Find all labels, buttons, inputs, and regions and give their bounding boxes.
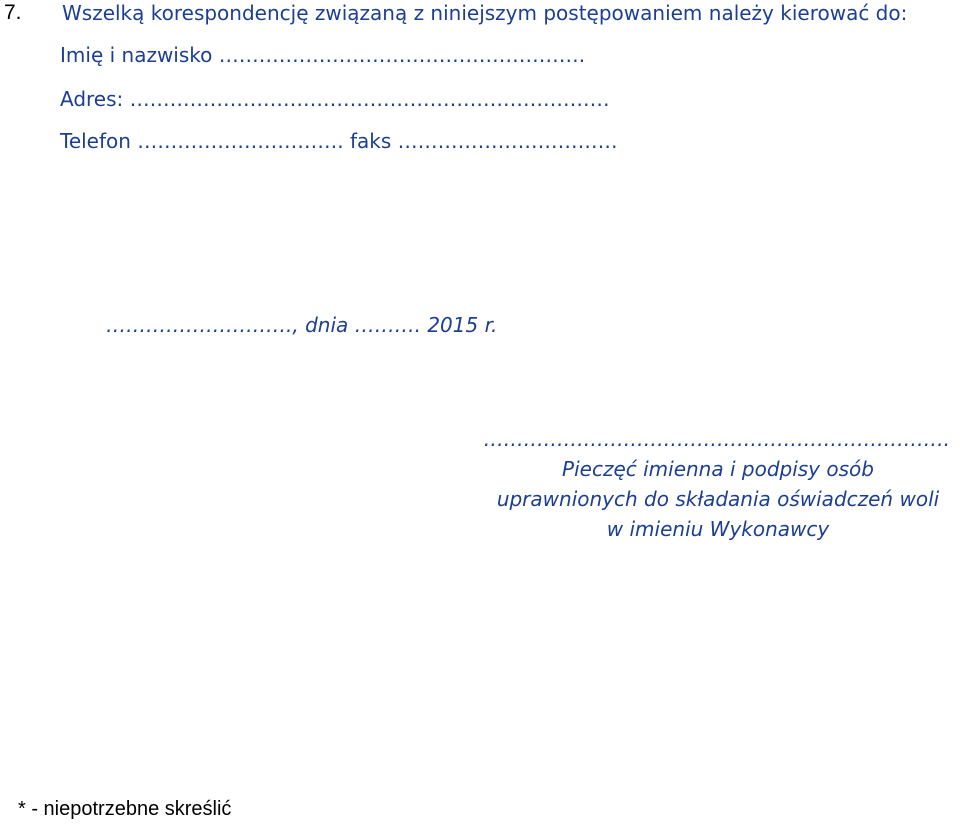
item-instruction-text: Wszelką korespondencję związaną z niniejszym postępowaniem należy kierować do: xyxy=(62,1,908,25)
name-field-line[interactable]: Imię i nazwisko ………………………………………………. xyxy=(60,43,586,67)
signature-caption-line-3: w imieniu Wykonawcy xyxy=(606,517,830,541)
signature-caption-line-2: uprawnionych do składania oświadczeń woli xyxy=(496,487,940,511)
footnote: * - niepotrzebne skreślić xyxy=(18,798,232,820)
phone-fax-field-line[interactable]: Telefon …………………………. faks …………………………… xyxy=(60,129,618,153)
item-number: 7. xyxy=(4,1,22,24)
signature-block xyxy=(480,424,956,544)
signature-caption-line-1: Pieczęć imienna i podpisy osób xyxy=(562,457,874,481)
signature-dotted-line[interactable]: ……………………………………………………………. xyxy=(483,427,950,451)
address-field-line[interactable]: Adres: ……………………………………………………………… xyxy=(60,87,610,111)
date-place-line[interactable]: ………………………., dnia ………. 2015 r. xyxy=(106,313,498,337)
